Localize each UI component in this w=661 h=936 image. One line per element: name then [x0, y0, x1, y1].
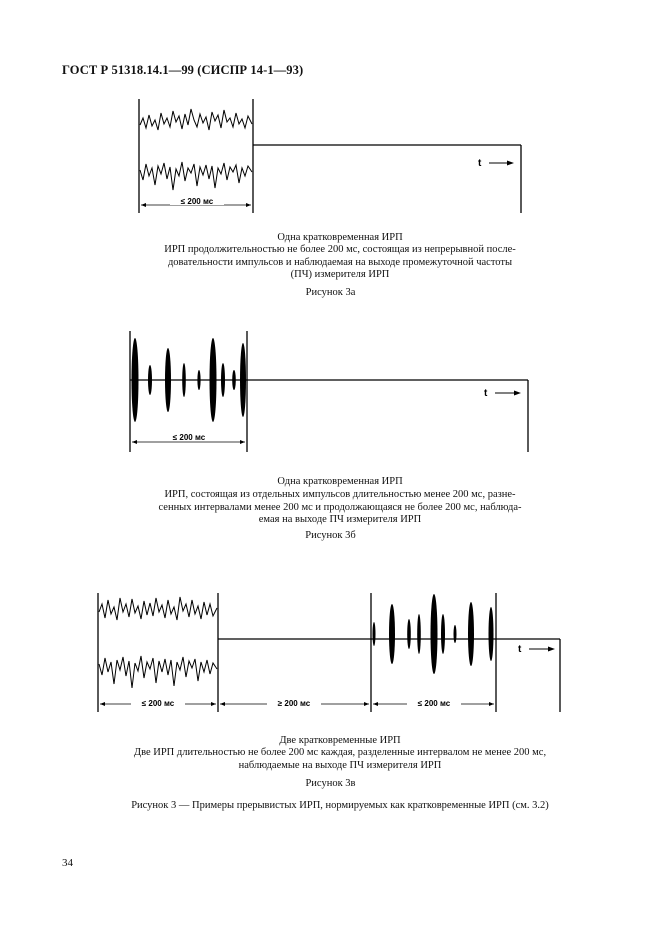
fig3v-duration-label-2: ≤ 200 мс: [417, 699, 451, 708]
fig3v-caption-title: Две кратковременные ИРП: [279, 735, 401, 746]
fig3a-noise-lower: [140, 162, 252, 190]
fig3a-caption-title: Одна кратковременная ИРП: [277, 232, 403, 243]
document-header: ГОСТ Р 51318.14.1—99 (СИСПР 14-1—93): [62, 63, 304, 77]
fig3a-caption-line2: довательности импульсов и наблюдаемая на выходе промежуточной частоты: [167, 257, 513, 268]
fig3v-noise-upper: [99, 597, 217, 620]
figure-3-caption: Рисунок 3 — Примеры прерывистых ИРП, нормируемых как кратковременные ИРП (см. 3.2): [131, 800, 549, 811]
fig3b-caption-line1: ИРП, состоящая из отдельных импульсов длительностью менее 200 мс, разне-: [164, 489, 516, 500]
fig3a-caption-line1: ИРП продолжительностью не более 200 мс, состоящая из непрерывной после-: [164, 244, 516, 255]
fig3a-label: Рисунок 3а: [305, 287, 356, 298]
page-number: 34: [62, 857, 73, 869]
fig3a-duration-label: ≤ 200 мс: [180, 197, 214, 206]
fig3v-pulses: [373, 594, 494, 674]
fig3b-caption-title: Одна кратковременная ИРП: [277, 476, 403, 487]
fig3b-caption-line3: емая на выходе ПЧ измерителя ИРП: [258, 514, 422, 525]
fig3v-gap-label: ≥ 200 мс: [277, 699, 311, 708]
fig3b-caption-line2: сенных интервалами менее 200 мс и продолжающаяся не более 200 мс, наблюда-: [158, 502, 522, 513]
figure-3v-diagram: [98, 593, 560, 712]
fig3v-time-label: t: [518, 644, 522, 655]
fig3v-caption-line2: наблюдаемые на выходе ПЧ измерителя ИРП: [238, 760, 442, 771]
fig3b-time-label: t: [484, 388, 488, 399]
fig3v-label: Рисунок 3в: [305, 778, 356, 789]
fig3v-duration-label-1: ≤ 200 мс: [141, 699, 175, 708]
fig3b-duration-label: ≤ 200 мс: [172, 433, 206, 442]
fig3a-caption-line3: (ПЧ) измерителя ИРП: [290, 269, 390, 280]
fig3v-noise-lower: [99, 656, 217, 688]
fig3a-time-label: t: [478, 158, 482, 169]
fig3v-caption-line1: Две ИРП длительностью не более 200 мс каждая, разделенные интервалом не менее 200 мс,: [133, 747, 547, 758]
fig3b-label: Рисунок 3б: [305, 530, 356, 541]
fig3a-noise-upper: [140, 109, 252, 130]
